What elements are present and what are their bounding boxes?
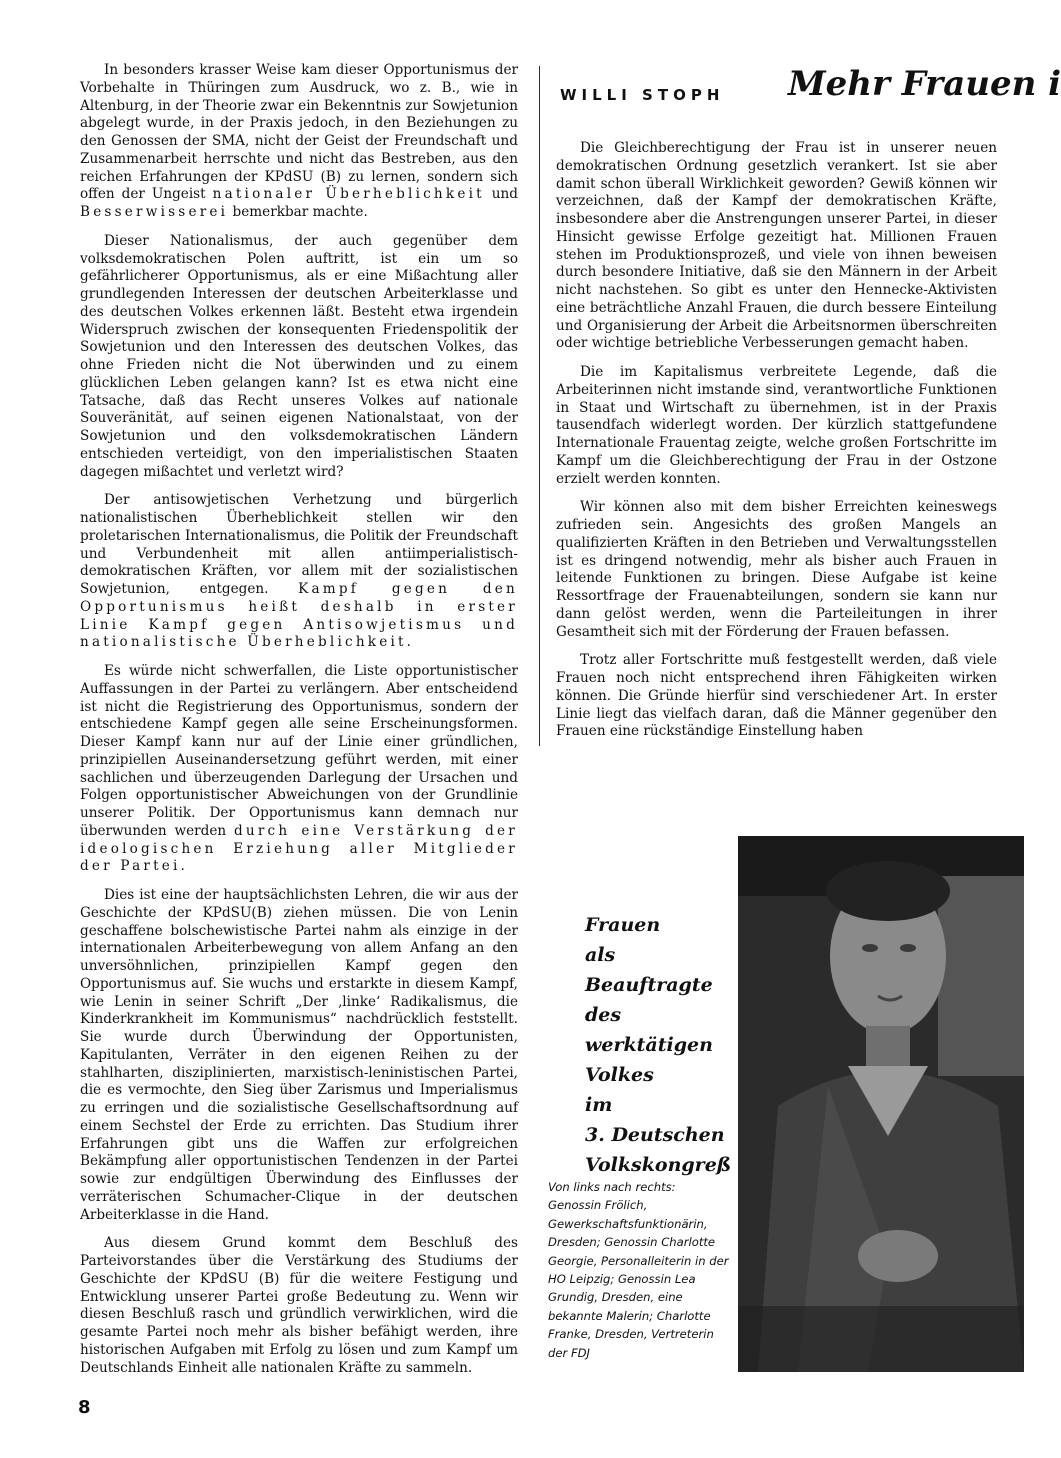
paragraph <box>80 492 518 652</box>
photo-title-line: im <box>585 1094 613 1116</box>
page-number: 8 <box>78 1397 91 1418</box>
paragraph <box>80 62 518 222</box>
photo-title-line: 3. Deutschen <box>585 1124 725 1146</box>
article-headline: Mehr Frauen i <box>788 64 1061 104</box>
right-column <box>556 140 997 752</box>
emphasis-text: durch eine Verstärkung der ideologischen Erziehung aller Mitglieder der Partei. <box>80 822 519 875</box>
photo-title-line: Volkes <box>585 1064 654 1086</box>
emphasis-text: Besserwisserei <box>80 204 229 220</box>
column-divider <box>539 66 540 746</box>
photo-title-line: werktätigen <box>585 1034 713 1056</box>
left-column <box>80 62 518 1388</box>
paragraph: Dieser Nationalismus, der auch gegenüber dem volksdemokratischen Polen auftritt, ist ein um so gefährlicherer Opportunismus, als er eine Mißachtung aller grundlegenden Interessen der deutschen Arbeiterklasse und des deutschen Volkes erkennen läßt. Besteht etwa irgendein Widerspruch zwischen der konsequenten Friedenspolitik der Sowjetunion und den Interessen des deutschen Volkes, das ohne Frieden nicht die Not überwinden und zu einem glücklichen Leben gelangen kann? Ist es etwa nicht eine Tatsache, daß das Recht unseres Volkes auf nationale Souveränität, auf seinen eigenen Nationalstaat, von der Sowjetunion und den volksdemokratischen Ländern entschieden verteidigt, von den imperialistischen Staaten dagegen mißachtet und verletzt wird? <box>80 232 518 480</box>
photo-title-line: als <box>585 944 616 966</box>
paragraph: Die im Kapitalismus verbreitete Legende, daß die Arbeiterinnen nicht imstande sind, verantwortliche Funktionen in Staat und Wirtschaft zu übernehmen, ist in der Praxis tausendfach widerlegt worden. Der kürzlich stattgefundene Internationale Frauentag zeigte, welche großen Fortschritte im Kampf um die Gleichberechtigung der Frau in der Ostzone erzielt werden konnten. <box>556 364 997 487</box>
author-name: WILLI STOPH <box>560 86 725 104</box>
photo-title <box>585 910 735 1180</box>
photo-caption: Von links nach rechts: Genossin Frölich, Gewerkschaftsfunktionärin, Dresden; Genossin Charlotte Georgie, Personalleiterin in der HO Leipzig; Genossin Lea Grundig, Dresden, eine bekannte Malerin; Charlotte Franke, Dresden, Vertreterin der FDJ <box>548 1180 729 1360</box>
emphasis-text: nationaler Überheblichkeit <box>212 186 485 203</box>
photo-title-line: des <box>585 1004 622 1026</box>
portrait-photo-graphic <box>738 836 1024 1372</box>
paragraph: Wir können also mit dem bisher Erreichten keineswegs zufrieden sein. Angesichts des großen Mangels an qualifizierten Kräften in den Betrieben und Verwaltungsstellen ist es dringend notwendig, mehr als bisher auch Frauen in leitende Funktionen zu bringen. Diese Aufgabe ist keine Ressortfrage der Frauenabteilungen, sondern sie kann nur dann gelöst werden, wenn die Parteileitungen in ihrer Gesamtheit sich mit der Förderung der Frauen befassen. <box>556 499 997 640</box>
paragraph-text: Es würde nicht schwerfallen, die Liste opportunistischer Auffassungen in der Partei zu verlängern. Aber entscheidend ist nicht die Registrierung des Opportunismus, sondern der entschiedene Kampf gegen alle seine Erscheinungsformen. Dieser Kampf kann nur auf der Linie einer gründlichen, prinzipiellen Auseinandersetzung geführt werden, mit einer sachlichen und überzeugenden Darlegung der Ursachen und Folgen opportunistischer Abweichungen von der Grundlinie unserer Politik. Der Opportunismus kann demnach nur überwunden werden <box>80 663 518 839</box>
paragraph: Trotz aller Fortschritte muß festgestellt werden, daß viele Frauen noch nicht entsprechend ihren Fähigkeiten wirken können. Die Gründe hierfür sind verschiedener Art. In erster Linie liegt das vielfach daran, daß die Männer gegenüber den Frauen eine rückständige Einstellung haben <box>556 652 997 740</box>
paragraph-text: In besonders krasser Weise kam dieser Opportunismus der Vorbehalte in Thüringen zum Ausdruck, wo z. B., wie in Altenburg, in der Theorie zwar ein Bekenntnis zur Sowjetunion abgelegt wurde, in der Praxis jedoch, in den Beziehungen zu den Genossen der SMA, nicht der Geist der Freundschaft und Zusammenarbeit herrschte und nicht das Bestreben, aus den reichen Erfahrungen der KPdSU (B) zu lernen, sondern sich offen der Ungeist <box>80 62 518 203</box>
paragraph: Dies ist eine der hauptsächlichsten Lehren, die wir aus der Geschichte der KPdSU(B) ziehen müssen. Die von Lenin geschaffene bolschewistische Partei nahm als einzige in der internationalen Arbeiterbewegung von allem Anfang an den unversöhnlichen, prinzipiellen Kampf gegen den Opportunismus auf. Sie wuchs und erstarkte in diesem Kampf, wie Lenin in seiner Schrift „Der ‚linke‘ Radikalismus, die Kinderkrankheit im Kommunismus“ nachdrücklich feststellt. Sie wurde durch Überwindung der Opportunisten, Kapitulanten, Verräter in den eigenen Reihen zu der stahlharten, disziplinierten, marxistisch-leninistischen Partei, die es vermochte, den Sieg über Zarismus und Imperialismus zu erringen und die sozialistische Gesellschaftsordnung auf einem Sechstel der Erde zu errichten. Das Studium ihrer Erfahrungen gibt uns die Waffen zur erfolgreichen Bekämpfung aller opportunistischen Tendenzen in der Partei sowie zur endgültigen Überwindung des Einflusses der verräterischen Schumacher-Clique in der deutschen Arbeiterklasse in die Hand. <box>80 887 518 1223</box>
photo-title-line: Frauen <box>585 914 661 936</box>
paragraph: Die Gleichberechtigung der Frau ist in unserer neuen demokratischen Ordnung gesetzlich verankert. Ist sie aber damit schon überall Wirklichkeit geworden? Gewiß können wir verzeichnen, daß der Kampf der demokratischen Kräfte, insbesondere aber die Anstrengungen unserer Partei, in dieser Hinsicht gewisse Erfolge gezeitigt hat. Millionen Frauen stehen im Produktionsprozeß, und viele von ihnen beweisen durch besondere Initiative, daß sie den Männern in der Arbeit nicht nachstehen. So gibt es unter den Hennecke-Aktivisten eine beträchtliche Anzahl Frauen, die durch bessere Einteilung und Organisierung der Arbeit die Arbeitsnormen überschreiten oder wichtige betriebliche Verbesserungen gemacht haben. <box>556 140 997 352</box>
portrait-photo <box>738 836 1024 1372</box>
photo-title-line: Beauftragte <box>585 974 713 996</box>
emphasis-text: Kampf gegen den Opportunismus heißt deshalb in erster Linie Kampf gegen Antisowjetismus und nationalistische Überheblichkeit. <box>80 581 519 651</box>
paragraph-text: Der antisowjetischen Verhetzung und bürgerlich nationalistischen Überheblichkeit stellen wir den proletarischen Internationalismus, die Politik der Freundschaft und Verbundenheit mit allen antiimperialistisch-demokratischen Kräften, vor allem mit der sozialistischen Sowjetunion, entgegen. <box>80 492 518 597</box>
paragraph-text: bemerkbar machte. <box>232 204 368 220</box>
paragraph <box>80 663 518 876</box>
paragraph-text: und <box>491 186 518 203</box>
paragraph: Aus diesem Grund kommt dem Beschluß des Parteivorstandes über die Verstärkung des Studiums der Geschichte der KPdSU (B) für die weitere Festigung und Entwicklung unserer Partei große Bedeutung zu. Wenn wir diesen Beschluß rasch und gründlich verwirklichen, wird die gesamte Partei noch mehr als bisher befähigt werden, ihre historischen Aufgaben mit Erfolg zu lösen und zum Kampf um Deutschlands Einheit alle nationalen Kräfte zu sammeln. <box>80 1235 518 1376</box>
photo-title-line: Volkskongreß <box>585 1154 732 1176</box>
